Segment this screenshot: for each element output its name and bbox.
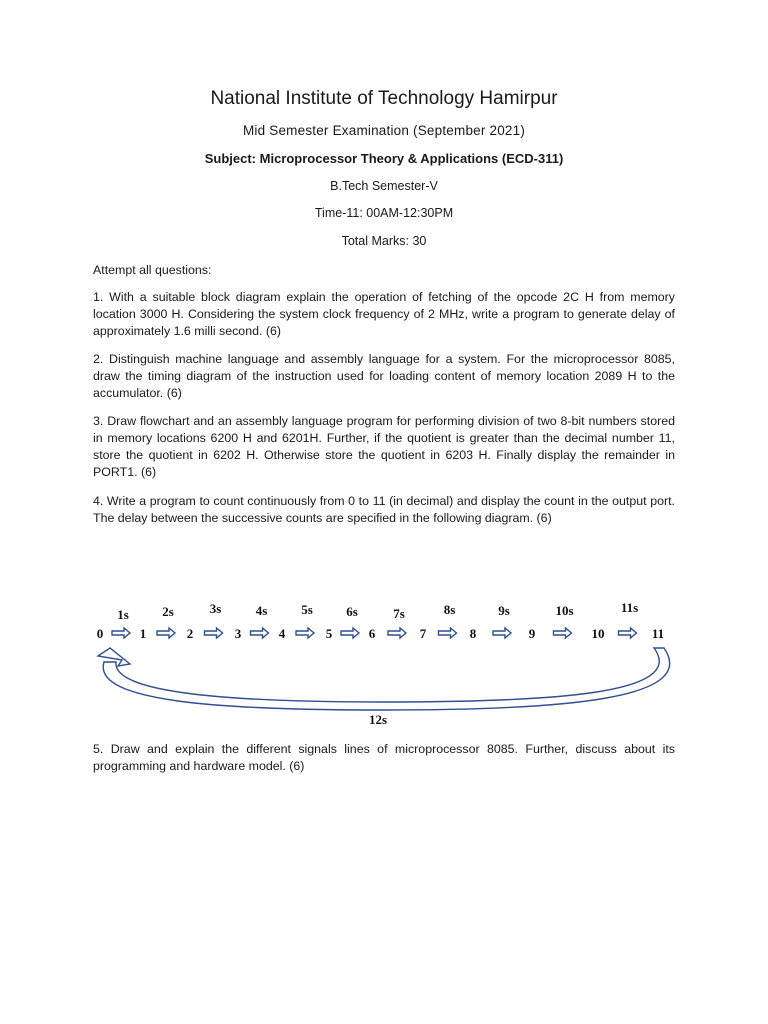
arrow-icon	[439, 628, 457, 638]
return-delay-label: 12s	[368, 712, 388, 727]
arrow-icon	[388, 628, 406, 638]
arrow-icon	[251, 628, 269, 638]
arrow-icon	[493, 628, 511, 638]
delay-label: 11s	[620, 600, 639, 615]
exam-time: Time-11: 00AM-12:30PM	[314, 206, 454, 220]
question-5: 5. Draw and explain the different signals lines of microprocessor 8085. Further, discuss about its programming and hardware model. (6)	[93, 742, 675, 773]
count-label: 7	[419, 626, 427, 641]
return-arrow-icon	[103, 648, 669, 710]
delay-label: 10s	[555, 603, 574, 618]
count-label: 6	[368, 626, 376, 641]
arrow-icon	[619, 628, 637, 638]
arrow-icon	[112, 628, 130, 638]
question-1: 1. With a suitable block diagram explain the operation of fetching of the opcode 2C H from memory location 3000 H. Considering the system clock frequency of 2 MHz, write a program to generate delay of approximately 1.6 milli second. (6)	[93, 290, 675, 338]
subject-label: Subject:	[204, 151, 257, 166]
count-label: 2	[186, 626, 194, 641]
delay-label: 9s	[498, 603, 510, 618]
question-4: 4. Write a program to count continuously from 0 to 11 (in decimal) and display the count in the output port. The delay between the successive counts are specified in the following diagram. (6)	[93, 494, 675, 525]
arrow-icon	[205, 628, 223, 638]
semester: B.Tech Semester-V	[330, 179, 438, 193]
delay-label: 3s	[209, 601, 222, 616]
delay-label: 7s	[393, 606, 405, 621]
delay-label: 4s	[255, 603, 268, 618]
total-marks: Total Marks: 30	[341, 234, 427, 248]
delay-label: 1s	[117, 607, 129, 622]
count-label: 9	[528, 626, 536, 641]
question-3: 3. Draw flowchart and an assembly language program for performing division of two 8-bit numbers stored in memory locations 6200 H and 6201H. Further, if the quotient is greater than the decimal number 11, store the quotient in 6202 H. Otherwise store the quotient in 6203 H. Finally display the remainder in PORT1. (6)	[93, 414, 675, 479]
delay-label: 2s	[162, 604, 174, 619]
institute-title: National Institute of Technology Hamirpur	[210, 88, 558, 109]
subject-value: Microprocessor Theory & Applications (ECD-311)	[259, 151, 564, 166]
count-label: 10	[591, 626, 605, 641]
exam-name: Mid Semester Examination (September 2021)	[242, 123, 526, 138]
arrow-icon	[157, 628, 175, 638]
count-label: 1	[139, 626, 147, 641]
count-label: 3	[234, 626, 242, 641]
count-label: 8	[469, 626, 477, 641]
count-label: 5	[325, 626, 333, 641]
count-delay-diagram	[0, 590, 768, 730]
arrow-icon	[296, 628, 314, 638]
count-label: 0	[96, 626, 104, 641]
arrow-icon	[554, 628, 572, 638]
count-label: 11	[651, 626, 665, 641]
delay-label: 5s	[301, 602, 313, 617]
subject-line	[0, 151, 768, 166]
instructions: Attempt all questions:	[93, 263, 212, 277]
arrow-icon	[341, 628, 359, 638]
question-2: 2. Distinguish machine language and assembly language for a system. For the microprocessor 8085, draw the timing diagram of the instruction used for loading content of memory location 2089 H to the accumulator. (6)	[93, 352, 675, 400]
delay-label: 6s	[346, 604, 358, 619]
delay-label: 8s	[443, 602, 456, 617]
count-label: 4	[278, 626, 286, 641]
